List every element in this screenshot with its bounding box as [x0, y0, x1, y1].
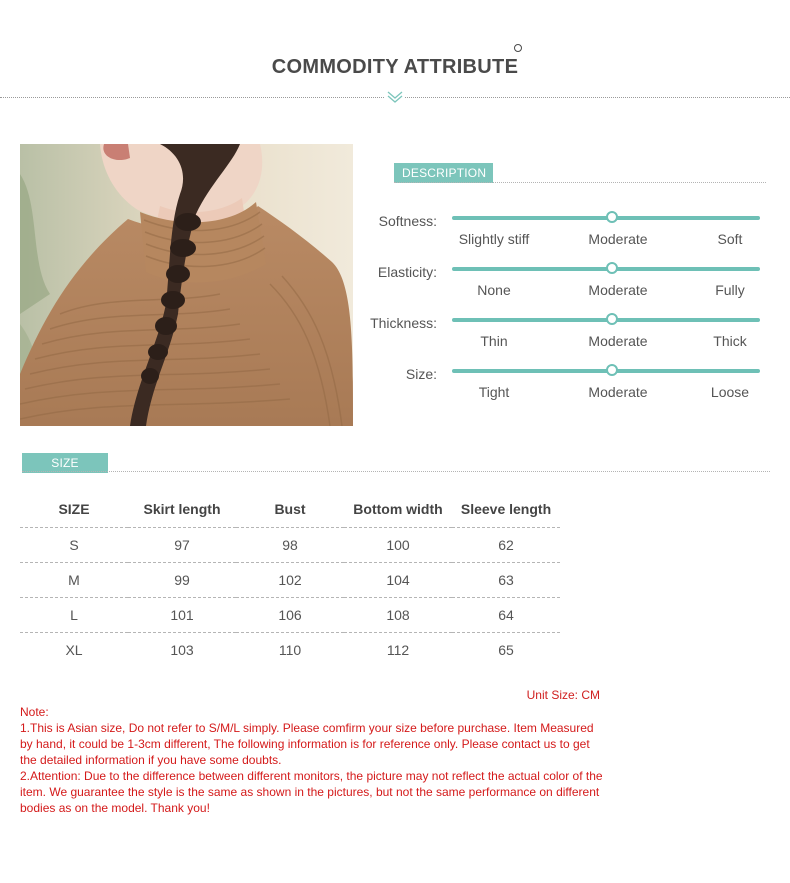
attribute-option: None — [477, 282, 511, 298]
table-cell: M — [20, 562, 128, 597]
column-header: Bust — [236, 492, 344, 527]
attribute-option: Slightly stiff — [458, 231, 530, 247]
table-cell: 108 — [344, 597, 452, 632]
size-filter-divider — [22, 471, 770, 472]
attribute-label: Thickness: — [370, 315, 437, 331]
attribute-label: Size: — [405, 366, 437, 382]
table-row — [20, 527, 560, 562]
column-header: Bottom width — [344, 492, 452, 527]
table-cell: 100 — [344, 527, 452, 562]
notes-block — [20, 704, 605, 816]
attribute-label: Softness: — [378, 213, 437, 229]
table-cell: XL — [65, 641, 83, 658]
attribute-elasticity — [360, 262, 770, 312]
table-cell: 104 — [344, 562, 452, 597]
description-divider — [394, 182, 766, 183]
table-row — [20, 632, 560, 667]
table-cell: 106 — [236, 597, 344, 632]
attribute-slider-knob — [606, 313, 618, 325]
table-cell: 103 — [170, 641, 194, 658]
table-cell: 98 — [236, 527, 344, 562]
double-chevron-down-icon — [385, 89, 405, 105]
table-cell: L — [20, 597, 128, 632]
attribute-option: Loose — [710, 384, 750, 400]
table-row — [20, 562, 560, 597]
column-header: Skirt length — [128, 492, 236, 527]
notes-line-2: 2.Attention: Due to the difference between different monitors, the picture may not reflect the actual color of the item. We guarantee the style is the same as shown in the pictures, but not the same performance on different bodies as on the model. Thank you! — [20, 769, 603, 815]
table-cell: 110 — [278, 641, 302, 658]
attribute-option: Soft — [717, 231, 743, 247]
table-row — [20, 597, 560, 632]
table-cell: 112 — [386, 641, 410, 658]
table-cell: 63 — [452, 562, 560, 597]
attribute-thickness — [360, 313, 770, 363]
attribute-slider-knob — [606, 364, 618, 376]
table-cell: 102 — [236, 562, 344, 597]
attribute-option: Moderate — [588, 282, 648, 298]
notes-line-1: 1.This is Asian size, Do not refer to S/M/L simply. Please comfirm your size before purchase. Item Measured by hand, it could be 1-3cm different, The following information is for reference only. Please contact us to get the detailed information if you have some doubts. — [20, 721, 594, 767]
attribute-size — [360, 364, 770, 414]
unit-size-label: Unit Size: CM — [526, 688, 600, 702]
column-header: SIZE — [20, 492, 128, 527]
attribute-softness — [360, 211, 770, 261]
size-table — [20, 492, 560, 667]
table-cell: S — [20, 527, 128, 562]
page-title: COMMODITY ATTRIBUTE — [271, 56, 519, 78]
table-cell: 99 — [128, 562, 236, 597]
table-cell: 101 — [128, 597, 236, 632]
column-header: Sleeve length — [452, 492, 560, 527]
degree-mark — [514, 44, 522, 52]
attribute-option: Moderate — [588, 333, 648, 349]
table-cell: 64 — [452, 597, 560, 632]
description-tag: DESCRIPTION — [394, 163, 493, 183]
attribute-label: Elasticity: — [377, 264, 437, 280]
attribute-option: Thin — [480, 333, 508, 349]
table-cell: 65 — [498, 641, 514, 658]
attribute-option: Moderate — [588, 384, 648, 400]
attribute-slider-knob — [606, 262, 618, 274]
table-cell: 97 — [128, 527, 236, 562]
size-filter-tag: SIZE FILTER — [22, 453, 108, 473]
table-header-row — [20, 492, 560, 527]
attribute-slider-knob — [606, 211, 618, 223]
notes-title: Note: — [20, 705, 49, 719]
attribute-option: Moderate — [588, 231, 648, 247]
product-photo — [20, 144, 353, 426]
table-cell: 62 — [452, 527, 560, 562]
attribute-option: Tight — [478, 384, 510, 400]
attribute-option: Fully — [715, 282, 745, 298]
attribute-option: Thick — [713, 333, 747, 349]
